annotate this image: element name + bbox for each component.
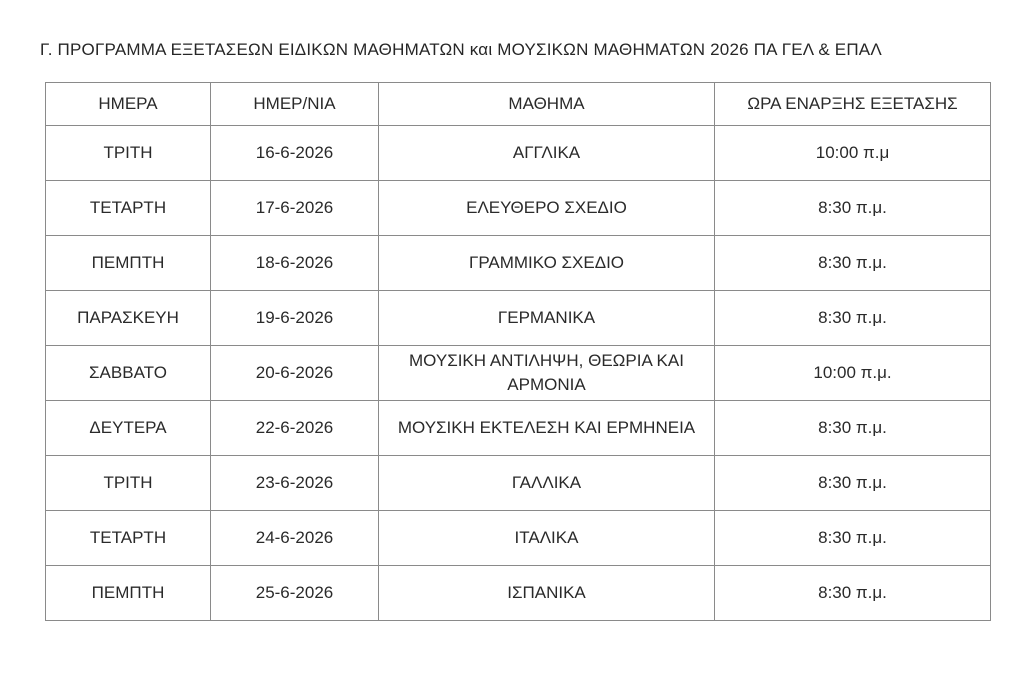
cell-subject: ΕΛΕΥΘΕΡΟ ΣΧΕΔΙΟ — [379, 181, 715, 236]
cell-time: 10:00 π.μ — [715, 126, 991, 181]
cell-date: 18-6-2026 — [211, 236, 379, 291]
cell-time: 8:30 π.μ. — [715, 291, 991, 346]
cell-day: ΤΡΙΤΗ — [46, 456, 211, 511]
cell-time: 8:30 π.μ. — [715, 401, 991, 456]
cell-day: ΔΕΥΤΕΡΑ — [46, 401, 211, 456]
header-subject: ΜΑΘΗΜΑ — [379, 83, 715, 126]
cell-day: ΤΕΤΑΡΤΗ — [46, 511, 211, 566]
cell-date: 20-6-2026 — [211, 346, 379, 401]
exam-schedule-table — [45, 82, 991, 621]
table-row — [46, 566, 991, 621]
table-row — [46, 456, 991, 511]
cell-day: ΠΕΜΠΤΗ — [46, 236, 211, 291]
cell-subject: ΜΟΥΣΙΚΗ ΑΝΤΙΛΗΨΗ, ΘΕΩΡΙΑ ΚΑΙ ΑΡΜΟΝΙΑ — [379, 346, 715, 401]
cell-time: 8:30 π.μ. — [715, 456, 991, 511]
cell-date: 24-6-2026 — [211, 511, 379, 566]
cell-subject: ΓΡΑΜΜΙΚΟ ΣΧΕΔΙΟ — [379, 236, 715, 291]
table-row — [46, 236, 991, 291]
cell-subject: ΓΕΡΜΑΝΙΚΑ — [379, 291, 715, 346]
cell-time: 10:00 π.μ. — [715, 346, 991, 401]
document-title: Γ. ΠΡΟΓΡΑΜΜΑ ΕΞΕΤΑΣΕΩΝ ΕΙΔΙΚΩΝ ΜΑΘΗΜΑΤΩΝ και ΜΟΥΣΙΚΩΝ ΜΑΘΗΜΑΤΩΝ 2026 ΠΑ ΓΕΛ & ΕΠΑΛ — [40, 40, 882, 59]
cell-day: ΤΡΙΤΗ — [46, 126, 211, 181]
cell-subject: ΙΤΑΛΙΚΑ — [379, 511, 715, 566]
table-row — [46, 401, 991, 456]
cell-day: ΠΑΡΑΣΚΕΥΗ — [46, 291, 211, 346]
cell-date: 17-6-2026 — [211, 181, 379, 236]
cell-subject: ΜΟΥΣΙΚΗ ΕΚΤΕΛΕΣΗ ΚΑΙ ΕΡΜΗΝΕΙΑ — [379, 401, 715, 456]
cell-day: ΤΕΤΑΡΤΗ — [46, 181, 211, 236]
header-day: ΗΜΕΡΑ — [46, 83, 211, 126]
cell-date: 19-6-2026 — [211, 291, 379, 346]
cell-date: 23-6-2026 — [211, 456, 379, 511]
cell-time: 8:30 π.μ. — [715, 236, 991, 291]
table-row — [46, 181, 991, 236]
cell-day: ΣΑΒΒΑΤΟ — [46, 346, 211, 401]
cell-date: 25-6-2026 — [211, 566, 379, 621]
cell-subject: ΑΓΓΛΙΚΑ — [379, 126, 715, 181]
header-date: ΗΜΕΡ/ΝΙΑ — [211, 83, 379, 126]
cell-day: ΠΕΜΠΤΗ — [46, 566, 211, 621]
cell-time: 8:30 π.μ. — [715, 511, 991, 566]
header-start-time: ΩΡΑ ΕΝΑΡΞΗΣ ΕΞΕΤΑΣΗΣ — [715, 83, 991, 126]
cell-subject: ΙΣΠΑΝΙΚΑ — [379, 566, 715, 621]
table-row — [46, 511, 991, 566]
table-row — [46, 126, 991, 181]
cell-time: 8:30 π.μ. — [715, 181, 991, 236]
cell-time: 8:30 π.μ. — [715, 566, 991, 621]
table-row — [46, 346, 991, 401]
cell-date: 16-6-2026 — [211, 126, 379, 181]
cell-date: 22-6-2026 — [211, 401, 379, 456]
table-header-row — [46, 83, 991, 126]
table-row — [46, 291, 991, 346]
cell-subject: ΓΑΛΛΙΚΑ — [379, 456, 715, 511]
